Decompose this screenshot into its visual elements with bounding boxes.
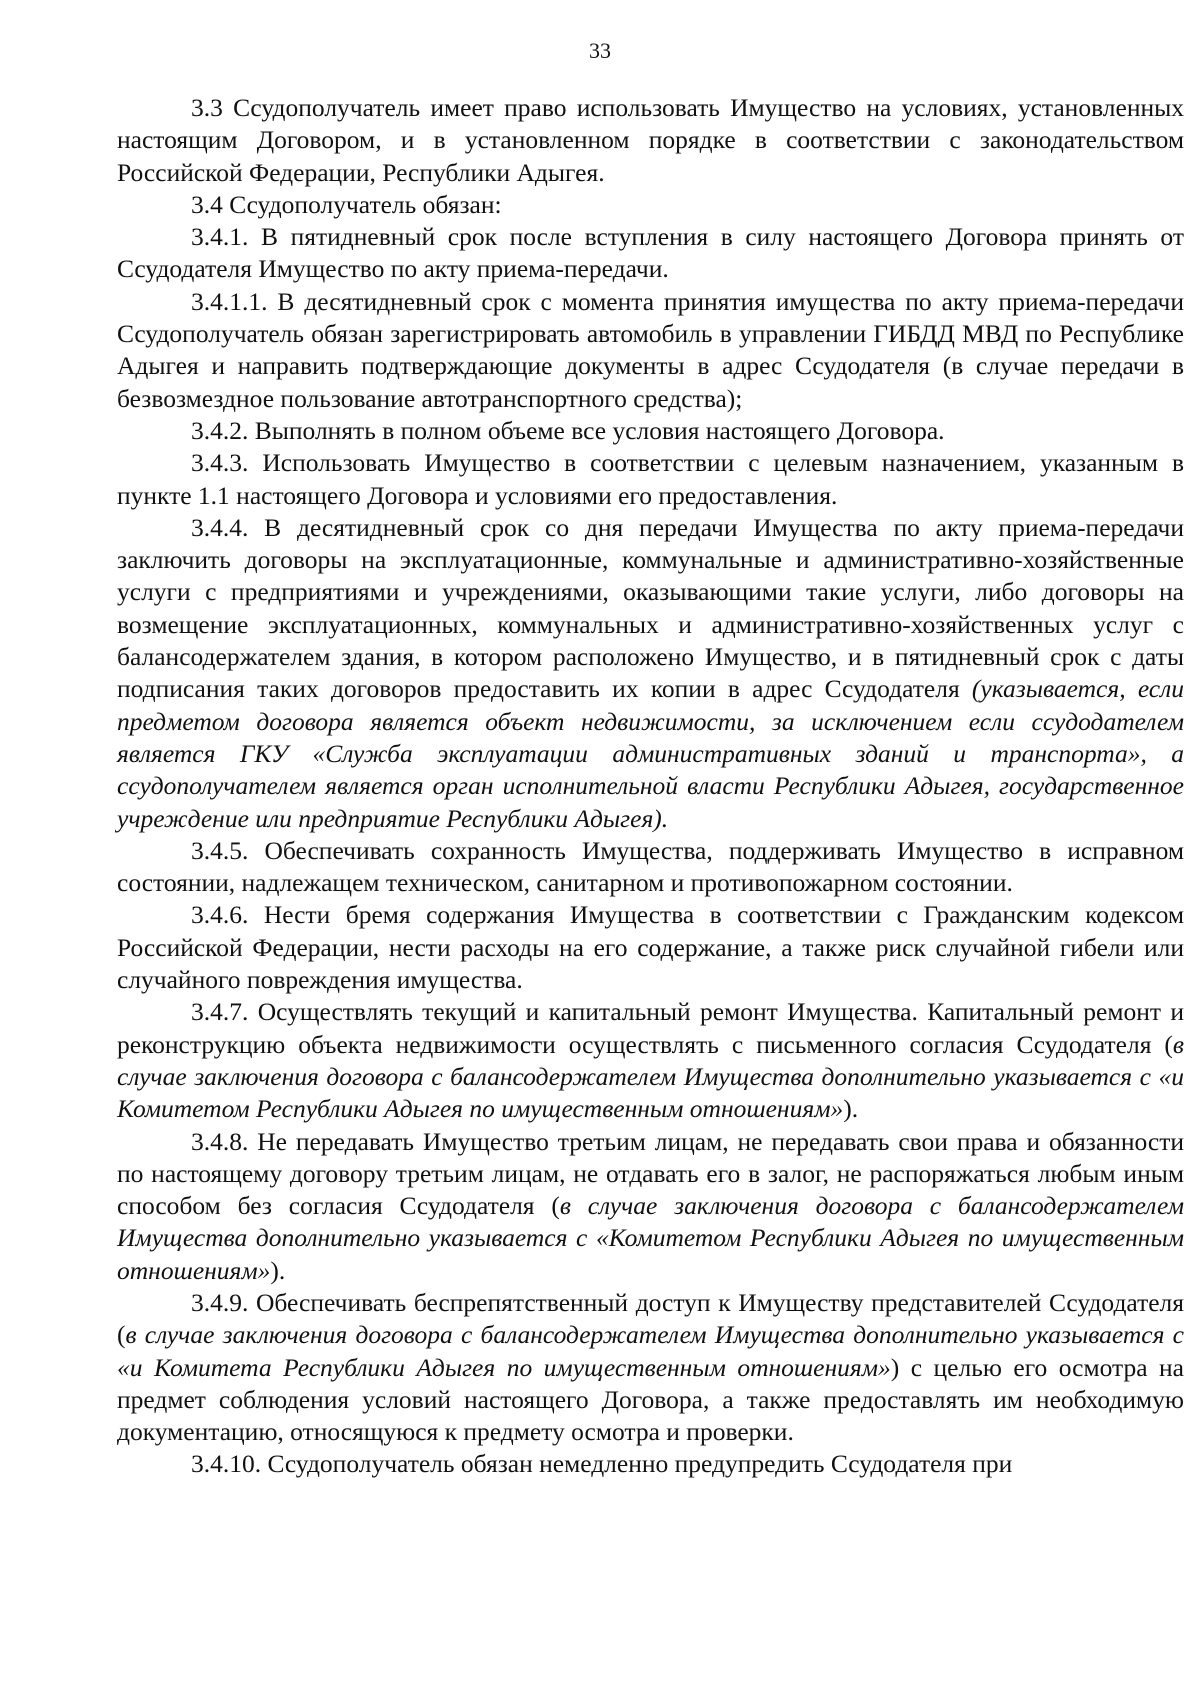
paragraph-text: 3.4.7. Осуществлять текущий и капитальный ремонт Имущества. Капитальный ремонт и реконструкцию объекта недвижимости осуществлять с письменного согласия Ссудодателя (: [117, 997, 1184, 1059]
paragraph-text: 3.4.5. Обеспечивать сохранность Имущества, поддерживать Имущество в исправном состоянии, надлежащем техническом, санитарном и противопожарном состоянии.: [117, 835, 1184, 898]
paragraph-italic-note: в случае заключения договора с балансодержателем Имущества дополнительно указывается с «и Комитета Республики Адыгея по имущественным отношениям»: [117, 1320, 1184, 1382]
paragraph-text: 3.4.1. В пятидневный срок после вступления в силу настоящего Договора принять от Ссудодателя Имущество по акту приема-передачи.: [117, 222, 1184, 284]
page-number: 33: [589, 38, 611, 63]
paragraph-3-4-8: [117, 1126, 1184, 1287]
paragraph-3-4-7: [117, 996, 1184, 1125]
paragraph-text: 3.4.6. Нести бремя содержания Имущества в соответствии с Гражданским кодексом Российской Федерации, нести расходы на его содержание, а также риск случайной гибели или случайного повреждения имущества.: [117, 900, 1184, 995]
paragraph-3-4-9: [117, 1287, 1184, 1448]
paragraph-text: 3.4.1.1. В десятидневный срок с момента принятия имущества по акту приема-передачи Ссудополучатель обязан зарегистрировать автомобиль в управлении ГИБДД МВД по Республике Адыгея и направить подтверждающие документы в адрес Ссудодателя (в случае передачи в безвозмездное пользование автотранспортного средства);: [117, 286, 1184, 413]
document-body: [117, 92, 1184, 1481]
paragraph-italic-note: (указывается, если предметом договора является объект недвижимости, за исключением если ссудодателем является ГКУ «Служба эксплуатации административных зданий и транспорта», а ссудополучателем является орган исполнительной власти Республики Адыгея, государственное учреждение или предприятие Республики Адыгея).: [117, 674, 1184, 833]
paragraph-text: 3.3 Ссудополучатель имеет право использовать Имущество на условиях, установленных настоящим Договором, и в установленном порядке в соответствии с законодательством Российской Федерации, Республики Адыгея.: [117, 93, 1184, 187]
paragraph-text: 3.4.3. Использовать Имущество в соответствии с целевым назначением, указанным в пункте 1.1 настоящего Договора и условиями его предоставления.: [117, 448, 1184, 510]
paragraph-3-4-2: [117, 415, 1184, 447]
paragraph-text: 3.4.8. Не передавать Имущество третьим лицам, не передавать свои права и обязанности по настоящему договору третьим лицам, не отдавать его в залог, не распоряжаться любым иным способом без согласия Ссудодателя (: [117, 1126, 1184, 1221]
paragraph-tail: ) с целью его осмотра на предмет соблюдения условий настоящего Договора, а также предоставлять им необходимую документацию, относящуюся к предмету осмотра и проверки.: [117, 1352, 1184, 1447]
paragraph-3-4-6: [117, 899, 1184, 996]
paragraph-text: 3.4.2. Выполнять в полном объеме все условия настоящего Договора.: [191, 415, 945, 445]
paragraph-text: 3.4.9. Обеспечивать беспрепятственный доступ к Имуществу представителей Ссудодателя (: [117, 1287, 1184, 1350]
paragraph-3-4: [117, 189, 1184, 221]
paragraph-italic-note: в случае заключения договора с балансодержателем Имущества дополнительно указывается с «и Комитетом Республики Адыгея по имущественным отношениям»: [117, 1029, 1184, 1124]
paragraph-text: 3.4.10. Ссудополучатель обязан немедленно предупредить Ссудодателя при: [191, 1449, 1013, 1479]
paragraph-3-4-10: [117, 1448, 1184, 1480]
paragraph-3-4-5: [117, 835, 1184, 900]
paragraph-tail: ).: [843, 1094, 859, 1124]
paragraph-3-4-4: [117, 512, 1184, 835]
paragraph-3-4-3: [117, 447, 1184, 512]
paragraph-text: 3.4 Ссудополучатель обязан:: [191, 189, 502, 219]
paragraph-italic-note: в случае заключения договора с балансодержателем Имущества дополнительно указывается с «Комитетом Республики Адыгея по имущественным отношениям»: [117, 1191, 1184, 1285]
paragraph-text: 3.4.4. В десятидневный срок со дня передачи Имущества по акту приема-передачи заключить договоры на эксплуатационные, коммунальные и административно-хозяйственные услуги с предприятиями и учреждениями, оказывающими такие услуги, либо договоры на возмещение эксплуатационных, коммунальных и административно-хозяйственных услуг с балансодержателем здания, в котором расположено Имущество, и в пятидневный срок с даты подписания таких договоров предоставить их копии в адрес Ссудодателя: [117, 512, 1184, 704]
paragraph-tail: ).: [270, 1255, 286, 1285]
paragraph-3-3: [117, 92, 1184, 189]
paragraph-3-4-1-1: [117, 286, 1184, 415]
paragraph-3-4-1: [117, 221, 1184, 286]
